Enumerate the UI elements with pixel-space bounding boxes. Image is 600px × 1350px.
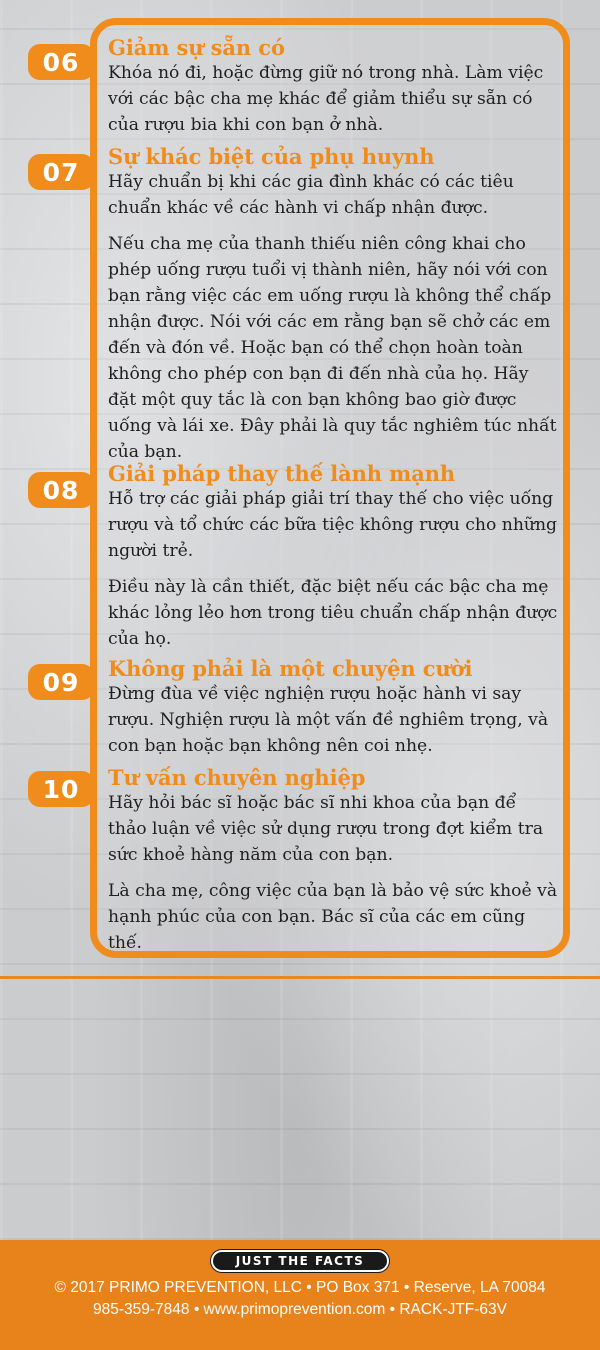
- section-paragraph: Hãy hỏi bác sĩ hoặc bác sĩ nhi khoa của bạn để thảo luận về việc sử dụng rượu trong đợt kiểm tra sức khoẻ hàng năm của con bạn.: [108, 793, 544, 865]
- section-title: Giải pháp thay thế lành mạnh: [108, 461, 456, 486]
- section-paragraph: Nếu cha mẹ của thanh thiếu niên công khai cho phép uống rượu tuổi vị thành niên, hãy nói với con bạn rằng việc các em uống rượu là không thể chấp nhận được. Nói với các em rằng bạn sẽ chở các em đến và đón về. Hoặc bạn có thể chọn hoàn toàn không cho phép con bạn đi đến nhà của họ. Hãy đặt một quy tắc là con bạn không bao giờ được uống và lái xe. Đây phải là quy tắc nghiêm túc nhất của bạn.: [108, 234, 557, 462]
- section-number-badge-07: 07: [28, 154, 94, 190]
- section-number-badge-06: 06: [28, 44, 94, 80]
- section-08: [108, 462, 558, 652]
- section-title: Không phải là một chuyện cười: [108, 656, 473, 681]
- footer: [0, 1240, 600, 1350]
- section-title: Tư vấn chuyên nghiệp: [108, 765, 366, 790]
- footer-contact-line: 985-359-7848 • www.primoprevention.com • RACK-JTF-63V: [92, 1301, 508, 1318]
- section-07: [108, 145, 558, 465]
- just-the-facts-logo: JUST THE FACTS: [211, 1250, 389, 1272]
- section-10: [108, 766, 558, 956]
- section-number-badge-09: 09: [28, 664, 94, 700]
- section-09: [108, 657, 558, 759]
- section-06: [108, 36, 558, 138]
- section-paragraph: Là cha mẹ, công việc của bạn là bảo vệ sức khoẻ và hạnh phúc của con bạn. Bác sĩ của các em cũng thế.: [108, 881, 558, 953]
- section-title: Giảm sự sẵn có: [108, 35, 285, 60]
- section-divider: [0, 976, 600, 979]
- section-title: Sự khác biệt của phụ huynh: [108, 144, 435, 169]
- section-paragraph: Khóa nó đi, hoặc đừng giữ nó trong nhà. Làm việc với các bậc cha mẹ khác để giảm thiểu sự sẵn có của rượu bia khi con bạn ở nhà.: [108, 63, 544, 135]
- section-paragraph: Hãy chuẩn bị khi các gia đình khác có các tiêu chuẩn khác về các hành vi chấp nhận được.: [108, 172, 514, 218]
- section-number-badge-08: 08: [28, 472, 94, 508]
- section-paragraph: Hỗ trợ các giải pháp giải trí thay thế cho việc uống rượu và tổ chức các bữa tiệc không rượu cho những người trẻ.: [108, 489, 558, 561]
- footer-copyright-line: © 2017 PRIMO PREVENTION, LLC • PO Box 371 • Reserve, LA 70084: [54, 1279, 546, 1296]
- section-number-badge-10: 10: [28, 771, 94, 807]
- section-paragraph: Đừng đùa về việc nghiện rượu hoặc hành vi say rượu. Nghiện rượu là một vấn đề nghiêm trọng, và con bạn hoặc bạn không nên coi nhẹ.: [108, 684, 549, 756]
- section-paragraph: Điều này là cần thiết, đặc biệt nếu các bậc cha mẹ khác lỏng lẻo hơn trong tiêu chuẩn chấp nhận được của họ.: [108, 577, 558, 649]
